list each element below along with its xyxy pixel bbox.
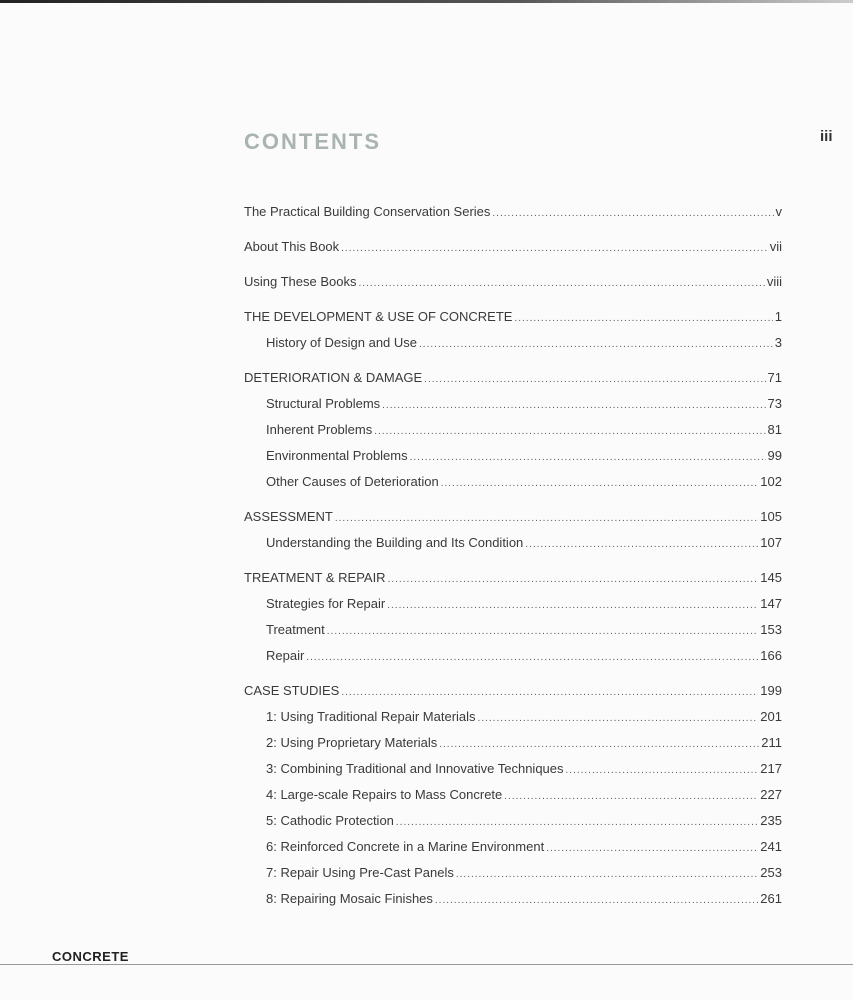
toc-subentry [244,617,782,643]
toc-subentry [244,730,782,756]
toc-entry-page: 235 [760,813,782,828]
toc-entry-label: 3: Combining Traditional and Innovative Techniques [266,761,564,776]
toc-subentry [244,443,782,469]
toc-section [244,504,782,556]
dot-leader [424,367,765,393]
dot-leader [327,619,759,645]
toc-entry-label: History of Design and Use [266,335,418,350]
toc-entry-page: 102 [760,474,782,489]
toc-entry-page: 261 [760,891,782,906]
dot-leader [478,706,759,732]
dot-leader [514,306,772,332]
dot-leader [419,332,773,358]
toc-subentry [244,886,782,912]
toc-entry-page: 201 [760,709,782,724]
toc-entry-page: 71 [767,370,782,385]
toc-subentry [244,417,782,443]
toc-entry-label: ASSESSMENT [244,509,333,524]
toc-entry-label: 2: Using Proprietary Materials [266,735,438,750]
dot-leader [359,271,765,297]
toc-entry-page: 147 [760,596,782,611]
toc-entry-page: 99 [767,448,782,463]
toc-entry-label: The Practical Building Conservation Series [244,204,491,219]
toc-entry-label: 8: Repairing Mosaic Finishes [266,891,433,906]
dot-leader [374,419,765,445]
page-title: CONTENTS [244,129,381,154]
toc-section [244,678,782,912]
toc-section [244,199,782,225]
dot-leader [387,593,758,619]
toc-entry-page: v [775,204,782,219]
toc-entry-label: Inherent Problems [266,422,373,437]
footer-rule [0,964,853,965]
toc-subentry [244,834,782,860]
dot-leader [439,732,759,758]
toc-entry [244,304,782,330]
toc-entry-label: CASE STUDIES [244,683,340,698]
dot-leader [410,445,766,471]
toc-entry-page: 199 [760,683,782,698]
page-number: iii [820,128,833,145]
toc-entry-label: Repair [266,648,305,663]
table-of-contents [244,199,782,921]
dot-leader [435,888,758,914]
dot-leader [441,471,759,497]
toc-entry-page: 145 [760,570,782,585]
toc-section [244,365,782,495]
toc-entry-label: Understanding the Building and Its Condition [266,535,524,550]
toc-subentry [244,530,782,556]
dot-leader [335,506,758,532]
toc-entry-page: 81 [767,422,782,437]
toc-subentry [244,469,782,495]
toc-entry-page: 211 [761,735,782,750]
toc-entry-label: 6: Reinforced Concrete in a Marine Environment [266,839,545,854]
toc-entry-label: Using These Books [244,274,357,289]
toc-entry-page: 105 [760,509,782,524]
dot-leader [525,532,758,558]
dot-leader [306,645,758,671]
toc-section [244,234,782,260]
dot-leader [504,784,758,810]
dot-leader [341,236,768,262]
toc-subentry [244,391,782,417]
page-top-edge [0,0,853,3]
toc-entry-page: 166 [760,648,782,663]
dot-leader [456,862,758,888]
toc-section [244,565,782,669]
dot-leader [388,567,759,593]
dot-leader [382,393,765,419]
toc-subentry [244,782,782,808]
toc-entry [244,234,782,260]
toc-entry [244,565,782,591]
toc-entry-label: 4: Large-scale Repairs to Mass Concrete [266,787,503,802]
toc-entry-label: Other Causes of Deterioration [266,474,439,489]
toc-entry-label: Environmental Problems [266,448,408,463]
toc-entry-label: TREATMENT & REPAIR [244,570,386,585]
toc-entry-page: vii [769,239,782,254]
toc-subentry [244,860,782,886]
dot-leader [546,836,758,862]
toc-entry [244,504,782,530]
toc-entry-page: 73 [767,396,782,411]
toc-entry [244,269,782,295]
running-footer-title: CONCRETE [52,949,129,964]
toc-entry-page: 1 [774,309,782,324]
toc-subentry [244,808,782,834]
toc-subentry [244,704,782,730]
toc-entry-label: Structural Problems [266,396,381,411]
toc-subentry [244,756,782,782]
toc-entry-page: 153 [760,622,782,637]
toc-entry-label: THE DEVELOPMENT & USE OF CONCRETE [244,309,513,324]
toc-subentry [244,591,782,617]
toc-entry-label: Strategies for Repair [266,596,386,611]
toc-entry [244,199,782,225]
toc-entry-page: 3 [774,335,782,350]
toc-entry-page: 107 [760,535,782,550]
toc-entry-page: 241 [760,839,782,854]
toc-entry-label: 5: Cathodic Protection [266,813,394,828]
toc-subentry [244,330,782,356]
toc-entry-label: 1: Using Traditional Repair Materials [266,709,476,724]
toc-entry-label: DETERIORATION & DAMAGE [244,370,423,385]
toc-entry [244,365,782,391]
toc-section [244,269,782,295]
toc-entry-label: Treatment [266,622,325,637]
toc-entry-label: 7: Repair Using Pre-Cast Panels [266,865,454,880]
toc-section [244,304,782,356]
toc-entry-label: About This Book [244,239,340,254]
toc-subentry [244,643,782,669]
toc-entry-page: 217 [760,761,782,776]
toc-entry-page: 227 [760,787,782,802]
dot-leader [566,758,759,784]
dot-leader [341,680,758,706]
toc-entry-page: 253 [760,865,782,880]
dot-leader [396,810,758,836]
toc-entry-page: viii [766,274,782,289]
toc-entry [244,678,782,704]
dot-leader [492,201,773,227]
